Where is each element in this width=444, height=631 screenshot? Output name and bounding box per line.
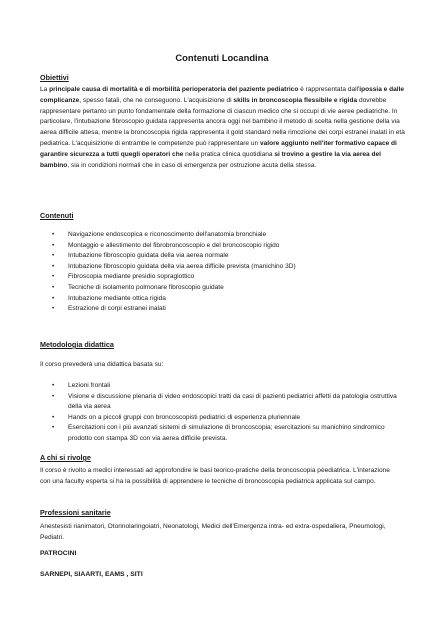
list-item (40, 304, 410, 315)
list-item (40, 294, 410, 305)
patrocini-heading: PATROCINI (40, 550, 77, 557)
a-chi-paragraph: Il corso è rivolto a medici interessati ad approfondire le basi teorico-pratiche della broncoscopia pèediatrica. L'interazione con una faculty esperta si ha la possibilità di apprendere le tecniche di broncoscopia pediatrica applicata sul campo. (40, 467, 390, 485)
contenuti-list (40, 230, 410, 315)
list-item-text: Lezioni frontali (68, 382, 111, 389)
professioni-paragraph: Anestesisti rianimatori, Otorinolaringoiatri, Neonatologi, Medici dell'Emergenza intra- ed extra-ospedaliera, Pneumologi, Pediatri. (40, 523, 386, 541)
bullet-icon: • (52, 392, 55, 400)
list-item-text: Tecniche di isolamento polmonare fibroscopio guidate (68, 283, 224, 291)
section-heading-obiettivi: Obiettivi (40, 73, 69, 82)
list-item (40, 423, 410, 444)
obiettivi-text-6: , sia in condizioni normali che in caso di emergenza per ostruzione acuta della stessa. (67, 161, 317, 169)
bullet-icon: • (52, 413, 55, 421)
bullet-icon: • (52, 382, 55, 389)
list-item (40, 262, 410, 273)
section-heading-metodologia: Metodologia didattica (40, 340, 114, 349)
bullet-icon: • (52, 273, 55, 281)
obiettivi-paragraph (40, 85, 408, 171)
bullet-icon: • (52, 262, 55, 270)
metodologia-list (40, 381, 410, 445)
metodologia-intro: Il corso prevederà una didattica basata su: (40, 361, 164, 368)
bullet-icon: • (52, 424, 55, 432)
list-item-text: Fibroscopia mediante presidio sopraglottico (68, 273, 195, 281)
list-item-text: Hands on a piccoli gruppi con broncoscopisti pediatrici di esperienza pluriennale (68, 413, 301, 421)
bullet-icon: • (52, 305, 55, 313)
bullet-icon: • (52, 231, 55, 238)
obiettivi-text-5: nella pratica clinica quotidiana (183, 150, 275, 158)
list-item (40, 230, 410, 241)
bullet-icon: • (52, 241, 55, 249)
obiettivi-bold-2: ipossia e dalle complicanze (40, 86, 405, 104)
list-item (40, 283, 410, 294)
bullet-icon: • (52, 294, 55, 302)
list-item (40, 272, 410, 283)
obiettivi-text-3: , spesso fatali, che ne conseguono. L'acquisizione di (79, 96, 234, 104)
list-item-text: Intubazione fibroscopio guidata della via aerea difficile prevista (manichino 3D) (68, 262, 296, 270)
obiettivi-text-2: è rappresentata dall' (298, 86, 360, 93)
list-item (40, 241, 410, 252)
obiettivi-bold-1: principale causa di mortalità e di morbilità perioperatoria del paziente pediatrico (49, 86, 299, 93)
section-heading-professioni: Professioni sanitarie (40, 508, 111, 517)
obiettivi-text-1: La (40, 86, 50, 93)
list-item-text: Esercitazioni con i più avanzati sistemi di simulazione di broncoscopia; esercitazioni su manichino sindromico prodotto con stampa 3D con via aerea difficile prevista. (68, 424, 385, 442)
bullet-icon: • (52, 252, 55, 260)
patrocini-list: SARNEPI, SIAARTI, EAMS , SITI (40, 571, 143, 578)
list-item (40, 251, 410, 262)
list-item-text: Estrazione di corpi estranei inalati (68, 305, 166, 313)
list-item-text: Montaggio e allestimento del fibrobroncoscopio e del broncoscopio rigido (68, 241, 280, 249)
obiettivi-text-4: dovrebbe rappresentare pertanto un punto fondamentale della formazione di ciascun medico che si occupi di vie aeree pediatriche. In particolare, l'intubazione fibroscopio guidata rappresenta ancora oggi nel bambino il metodo di scelta nella gestione della via aerea difficile attesa, mentre la broncoscopia rigida rappresenta il gold standard nella rimozione dei corpi estranei inalati in età pediatrica. L'acquisizione di entrambe le competenze può rappresentare un (40, 96, 405, 147)
list-item-text: Visione e discussione plenaria di video endoscopici tratti da casi di pazienti pediatrici affetti da patologia ostruttiva della via aerea (68, 392, 397, 411)
list-item-text: Navigazione endoscopica e riconoscimento dell'anatomia bronchiale (68, 231, 267, 238)
list-item (40, 381, 410, 392)
bullet-icon: • (52, 283, 55, 291)
section-heading-a-chi-si-rivolge: A chi si rivolge (40, 453, 91, 462)
obiettivi-bold-5: si trovino a gestire la via aerea del bambino (40, 150, 381, 169)
section-heading-contenuti: Contenuti (40, 211, 74, 220)
list-item (40, 392, 410, 413)
obiettivi-bold-4: valore aggiunto nell'iter formativo capace di garantire sicurezza a tutti quegli operatori che (40, 139, 397, 158)
obiettivi-bold-3: skills in broncoscopia flessibile e rigida (233, 96, 358, 104)
list-item-text: Intubazione mediante ottica rigida (68, 294, 166, 302)
list-item (40, 413, 410, 424)
page-title: Contenuti Locandina (175, 52, 269, 63)
list-item-text: Intubazione fibroscopio guidata della via aerea normale (68, 252, 229, 260)
